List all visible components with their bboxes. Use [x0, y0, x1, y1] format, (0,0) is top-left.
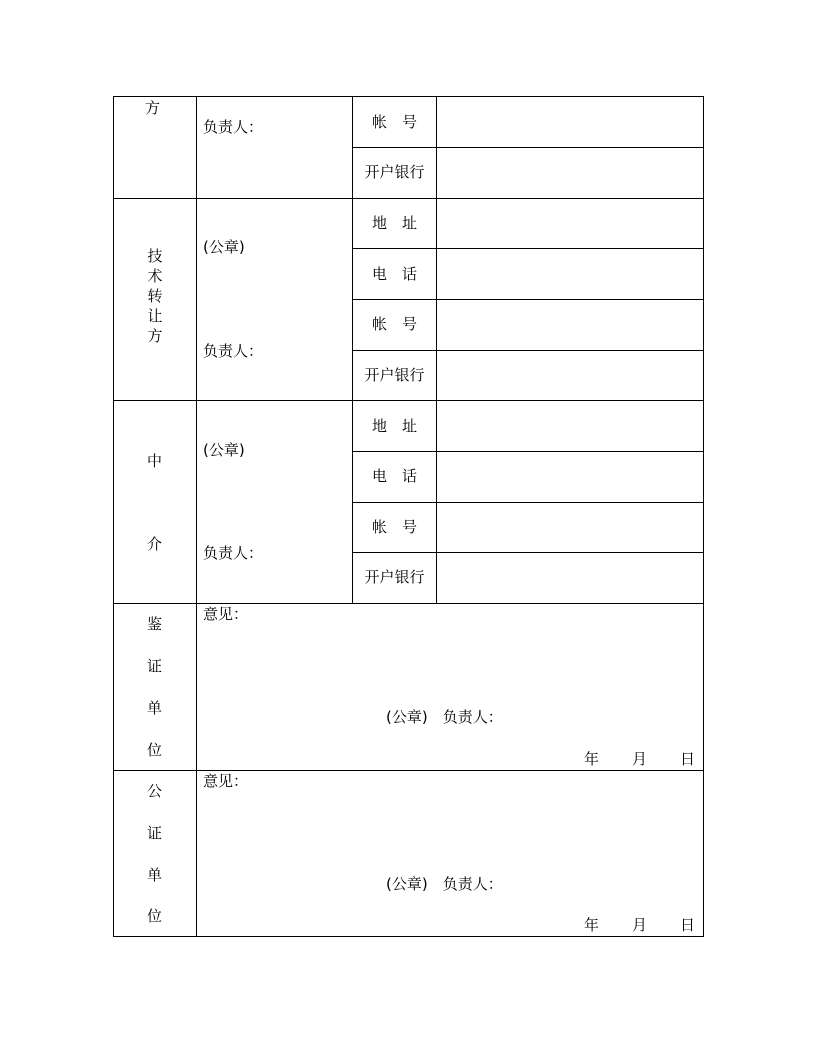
- address-value[interactable]: [437, 199, 703, 248]
- side-label-char: 鉴: [147, 615, 163, 633]
- bank-label: 开户银行: [364, 568, 425, 586]
- opinion-label: 意见：: [203, 772, 249, 790]
- account-value[interactable]: [437, 300, 703, 350]
- section-divider: [113, 770, 704, 771]
- seal-responsible-label: (公章) 负责人：: [386, 708, 503, 726]
- side-label-char: 证: [147, 657, 163, 675]
- table-bottom-border: [113, 936, 704, 937]
- side-label-char: 证: [147, 824, 163, 842]
- opinion-input-area[interactable]: [203, 791, 698, 867]
- side-label-intermediary-top: 中: [147, 452, 163, 470]
- side-label-char: 公: [147, 782, 163, 800]
- side-label-char: 位: [147, 907, 163, 925]
- section-divider: [113, 603, 704, 604]
- side-label-char: 单: [147, 866, 163, 884]
- date-day: 日: [680, 750, 696, 768]
- side-label-intermediary-bottom: 介: [147, 535, 163, 553]
- date-month: 月: [632, 916, 648, 934]
- account-value[interactable]: [437, 503, 703, 552]
- bank-value[interactable]: [437, 148, 703, 198]
- seal-label: (公章): [203, 441, 245, 459]
- account-label: 帐 号: [371, 113, 417, 131]
- phone-label: 电 话: [371, 467, 417, 485]
- address-label: 地 址: [371, 214, 417, 232]
- responsible-label: 负责人：: [203, 544, 264, 562]
- bank-value[interactable]: [437, 351, 703, 400]
- side-label-transferor: 技 术 转 让 方: [147, 247, 163, 345]
- date-month: 月: [632, 750, 648, 768]
- opinion-label: 意见：: [203, 605, 249, 623]
- account-label: 帐 号: [371, 315, 417, 333]
- seal-responsible-label: (公章) 负责人：: [386, 875, 503, 893]
- table-left-border: [113, 96, 114, 937]
- side-label: 方: [145, 99, 161, 117]
- date-day: 日: [680, 916, 696, 934]
- bank-value[interactable]: [437, 553, 703, 603]
- phone-label: 电 话: [371, 265, 417, 283]
- side-label-divider: [196, 96, 197, 937]
- account-value[interactable]: [437, 97, 703, 147]
- phone-value[interactable]: [437, 249, 703, 299]
- address-value[interactable]: [437, 401, 703, 451]
- address-label: 地 址: [371, 417, 417, 435]
- bank-label: 开户银行: [364, 366, 425, 384]
- phone-value[interactable]: [437, 452, 703, 502]
- responsible-label: 负责人：: [203, 118, 264, 136]
- side-label-char: 单: [147, 699, 163, 717]
- table-right-border: [703, 96, 704, 937]
- responsible-label: 负责人：: [203, 342, 264, 360]
- bank-label: 开户银行: [364, 163, 425, 181]
- opinion-input-area[interactable]: [203, 624, 698, 700]
- side-label-char: 位: [147, 741, 163, 759]
- date-year: 年: [584, 916, 600, 934]
- date-year: 年: [584, 750, 600, 768]
- seal-label: (公章): [203, 238, 245, 256]
- account-label: 帐 号: [371, 518, 417, 536]
